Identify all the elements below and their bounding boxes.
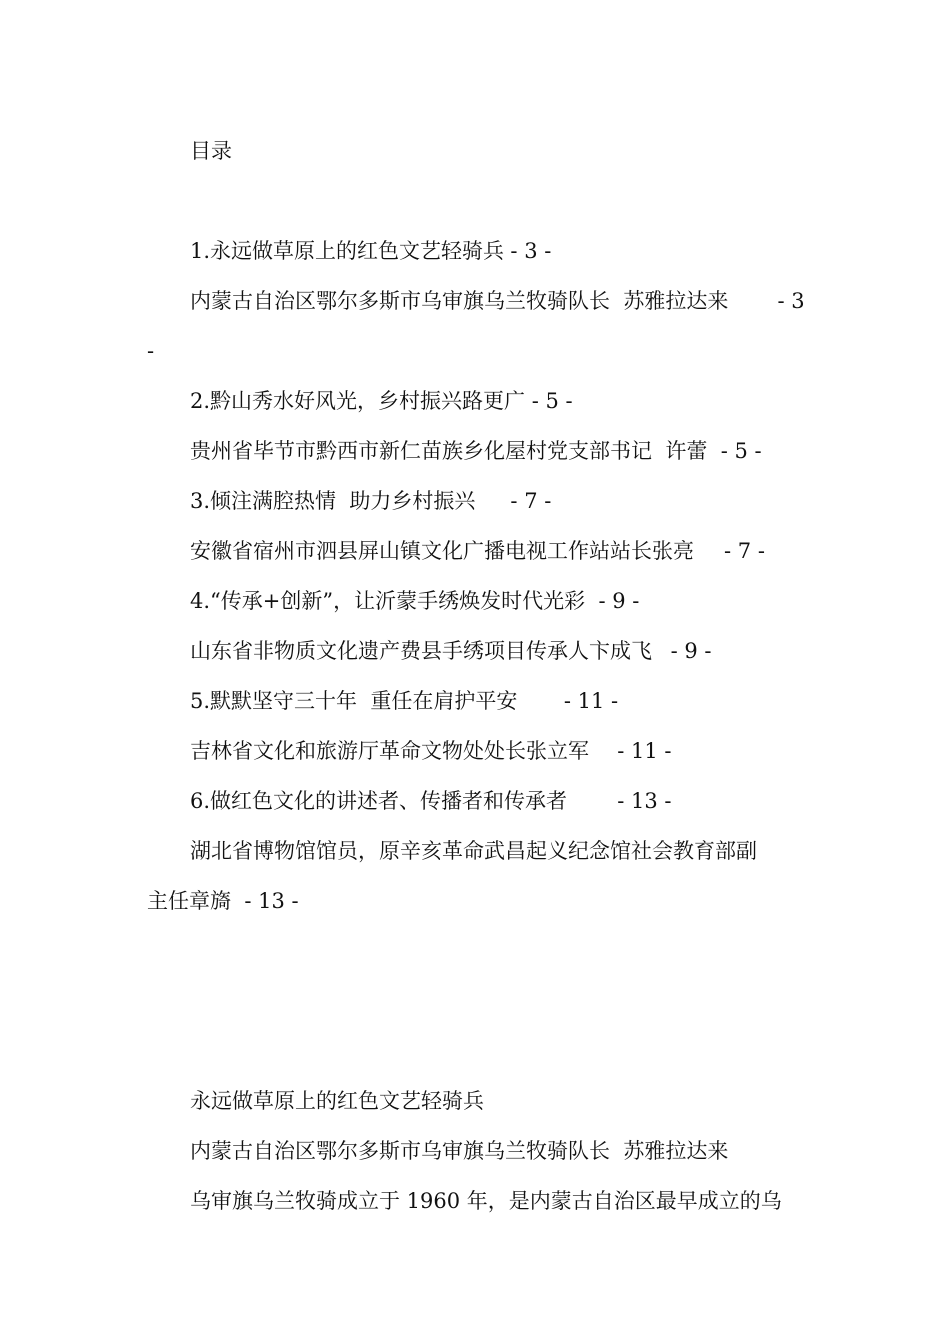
section-author: 内蒙古自治区鄂尔多斯市乌审旗乌兰牧骑队长 苏雅拉达来 — [190, 1139, 729, 1163]
toc-entry-1-author-cont[interactable]: - — [147, 339, 155, 363]
toc-entry-3-author[interactable]: 安徽省宿州市泗县屏山镇文化广播电视工作站站长张亮 - 7 - — [190, 539, 765, 563]
toc-title: 目录 — [190, 139, 232, 163]
toc-entry-2-author[interactable]: 贵州省毕节市黔西市新仁苗族乡化屋村党支部书记 许蕾 - 5 - — [190, 439, 762, 463]
section-title: 永远做草原上的红色文艺轻骑兵 — [190, 1089, 484, 1113]
toc-entry-1[interactable]: 1.永远做草原上的红色文艺轻骑兵 - 3 - — [190, 239, 552, 263]
toc-entry-6-author-cont[interactable]: 主任章旖 - 13 - — [147, 889, 299, 913]
toc-entry-5-author[interactable]: 吉林省文化和旅游厅革命文物处处长张立军 - 11 - — [190, 739, 672, 763]
toc-entry-6[interactable]: 6.做红色文化的讲述者、传播者和传承者 - 13 - — [190, 789, 672, 813]
toc-entry-2[interactable]: 2.黔山秀水好风光，乡村振兴路更广 - 5 - — [190, 389, 573, 413]
toc-entry-4[interactable]: 4.“传承+创新”，让沂蒙手绣焕发时代光彩 - 9 - — [190, 589, 640, 613]
toc-entry-5[interactable]: 5.默默坚守三十年 重任在肩护平安 - 11 - — [190, 689, 619, 713]
body-paragraph: 乌审旗乌兰牧骑成立于 1960 年，是内蒙古自治区最早成立的乌 — [190, 1189, 782, 1213]
toc-entry-3[interactable]: 3.倾注满腔热情 助力乡村振兴 - 7 - — [190, 489, 552, 513]
toc-entry-1-author[interactable]: 内蒙古自治区鄂尔多斯市乌审旗乌兰牧骑队长 苏雅拉达来 - 3 — [190, 289, 805, 313]
toc-entry-6-author[interactable]: 湖北省博物馆馆员，原辛亥革命武昌起义纪念馆社会教育部副 — [190, 839, 757, 863]
toc-entry-4-author[interactable]: 山东省非物质文化遗产费县手绣项目传承人卞成飞 - 9 - — [190, 639, 712, 663]
